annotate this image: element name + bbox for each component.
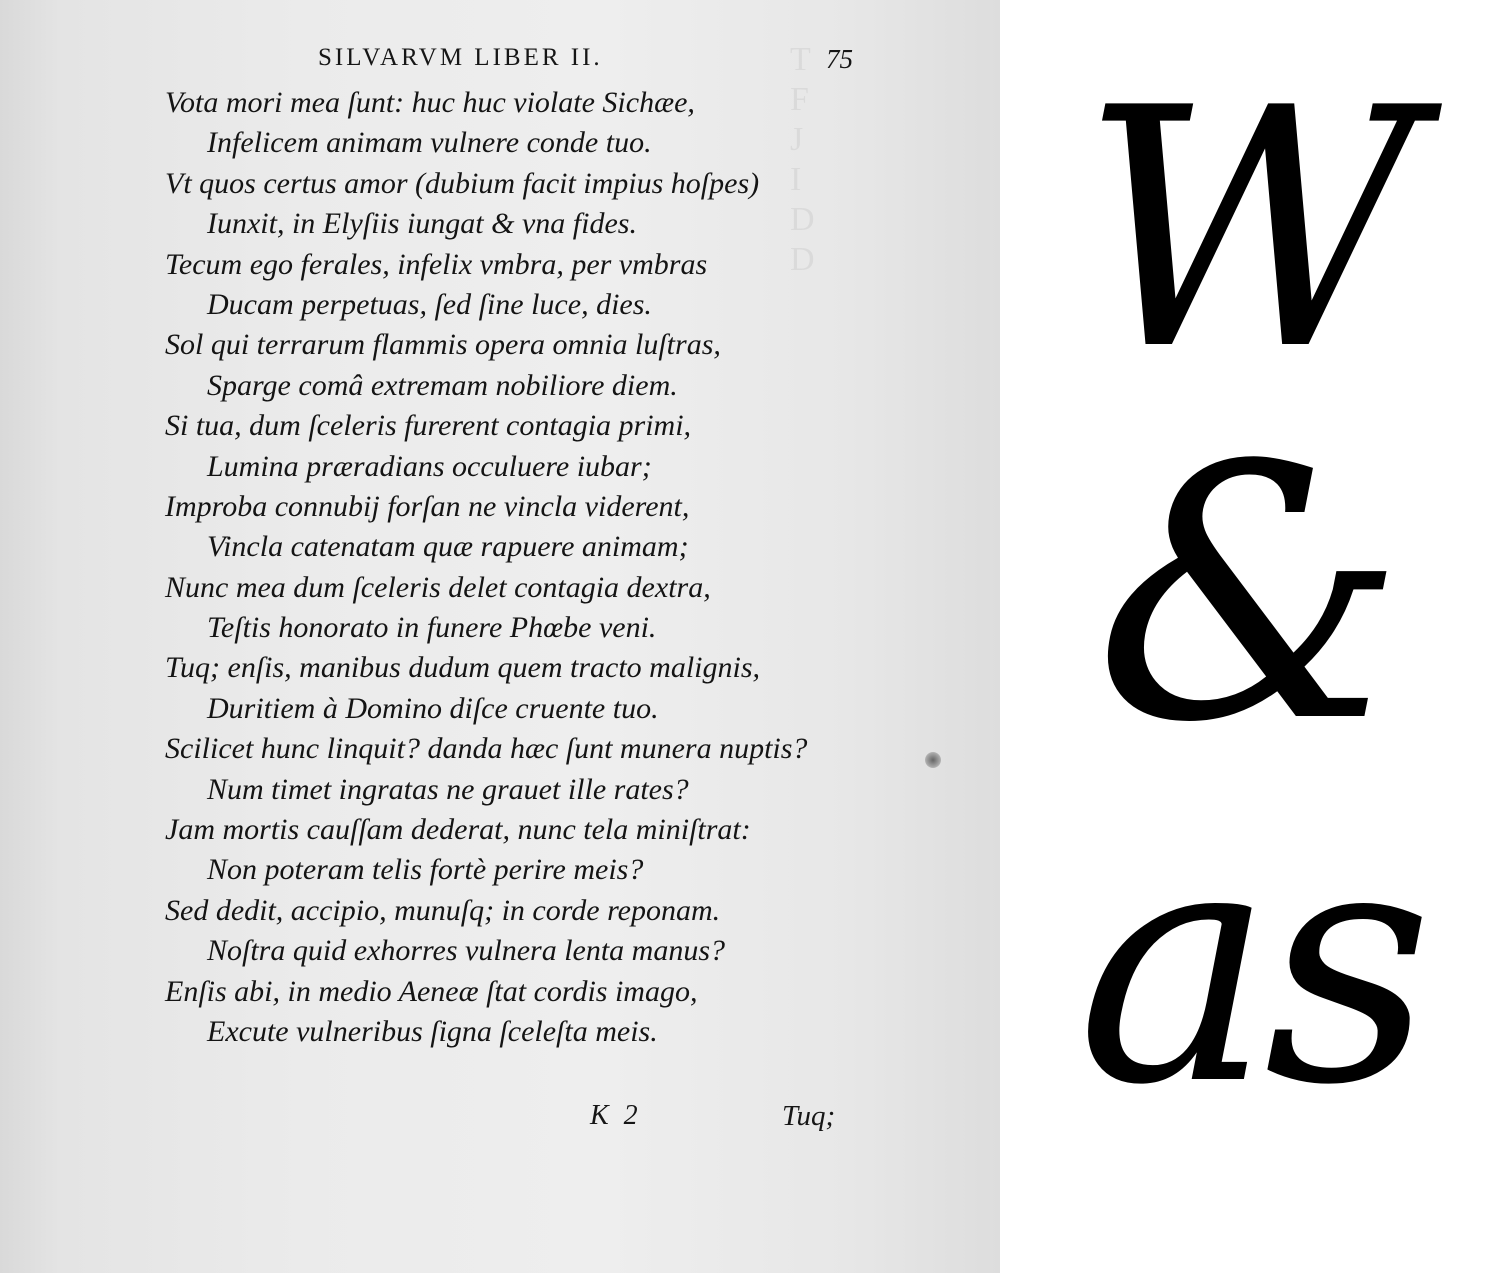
verse-line: Sparge comâ extremam nobiliore diem.	[207, 368, 678, 402]
specimen-glyph-as: as	[1076, 773, 1424, 1157]
verse-line: Ducam perpetuas, ſed ſine luce, dies.	[207, 287, 652, 321]
verse-line: Num timet ingratas ne grauet ille rates?	[207, 772, 689, 806]
verse-line: Iunxit, in Elyſiis iungat & vna fides.	[207, 207, 637, 241]
verse-line: Tuq; enſis, manibus dudum quem tracto malignis,	[165, 651, 761, 685]
verse-line: Noſtra quid exhorres vulnera lenta manus?	[207, 934, 726, 968]
verse-line: Sed dedit, accipio, munuſq; in corde reponam.	[165, 893, 721, 927]
verse-line: Jam mortis cauſſam dederat, nunc tela miniſtrat:	[165, 813, 751, 847]
verse-line: Infelicem animam vulnere conde tuo.	[207, 126, 652, 160]
specimen-glyph-w: W	[1080, 38, 1420, 422]
verse-line: Nunc mea dum ſceleris delet contagia dextra,	[165, 570, 711, 604]
bleed-through-text: T F J I D D	[790, 41, 815, 278]
verse-line: Non poteram telis fortè perire meis?	[207, 853, 644, 887]
signature-mark: K 2	[590, 1100, 642, 1131]
verse-line: Sol qui terrarum flammis opera omnia luſtras,	[165, 328, 721, 362]
verse-line: Lumina præradians occuluere iubar;	[207, 449, 652, 483]
specimen-glyph-ampersand: &	[1094, 391, 1406, 799]
verse-line: Vt quos certus amor (dubium facit impius hoſpes)	[165, 166, 760, 200]
verse-line: Scilicet hunc linquit? danda hæc ſunt munera nuptis?	[165, 732, 808, 766]
verse-text	[0, 83, 1000, 1052]
verse-line: Enſis abi, in medio Aeneæ ſtat cordis imago,	[165, 974, 698, 1008]
page-number: 75	[826, 44, 853, 74]
verse-line: Improba connubij forſan ne vincla viderent,	[165, 489, 690, 523]
verse-line: Vota mori mea ſunt: huc huc violate Sichæe,	[165, 86, 695, 119]
verse-line: Excute vulneribus ſigna ſceleſta meis.	[207, 1014, 658, 1048]
running-head: SILVARVM LIBER II.	[318, 44, 603, 71]
verse-line: Tecum ego ferales, infelix vmbra, per vmbras	[165, 247, 708, 281]
verse-line: Si tua, dum ſceleris furerent contagia primi,	[165, 409, 692, 443]
catchword: Tuq;	[782, 1100, 836, 1132]
verse-line: Teſtis honorato in funere Phœbe veni.	[207, 611, 657, 645]
verse-line: Vincla catenatam quæ rapuere animam;	[207, 530, 689, 564]
verse-line: Duritiem à Domino diſce cruente tuo.	[207, 691, 659, 725]
